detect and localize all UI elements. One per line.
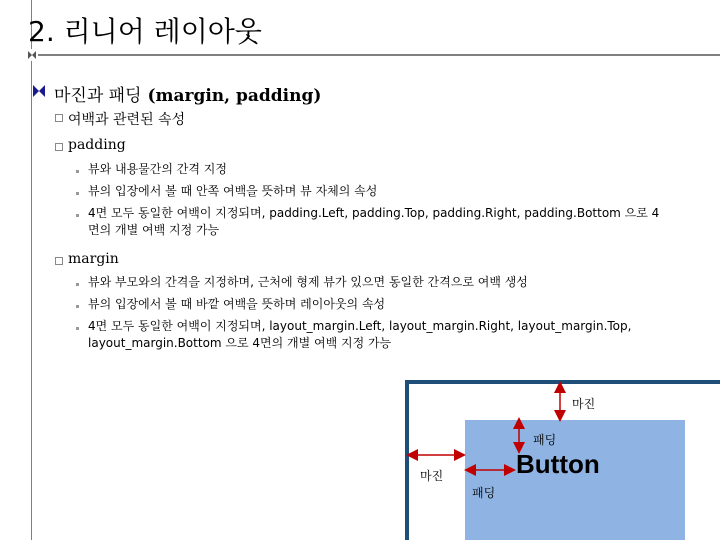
heading-english: (margin, padding) xyxy=(147,86,322,106)
padding-left-label: 패딩 xyxy=(472,486,496,500)
padding-label: padding xyxy=(68,137,126,153)
button-label: Button xyxy=(516,449,600,479)
margin-line-4: layout_margin.Bottom 으로 4면의 개별 여백 지정 가능 xyxy=(88,336,392,350)
padding-line-4: 면의 개별 여백 지정 가능 xyxy=(88,223,220,237)
margin-top-label: 마진 xyxy=(572,397,596,411)
padding-line-2: 뷰의 입장에서 볼 때 안쪽 여백을 뜻하며 뷰 자체의 속성 xyxy=(88,184,378,198)
margin-label: margin xyxy=(68,251,119,267)
slide-title: 2. 리니어 레이아웃 xyxy=(28,15,262,48)
padding-line-3: 4면 모두 동일한 여백이 지정되며, padding.Left, padding.Top, padding.Right, padding.Bottom 으로 4 xyxy=(88,206,660,220)
heading-korean: 마진과 패딩 xyxy=(54,86,142,106)
spacing-item: 여백과 관련된 속성 xyxy=(68,112,186,128)
margin-line-2: 뷰의 입장에서 볼 때 바깥 여백을 뜻하며 레이아웃의 속성 xyxy=(88,297,386,311)
margin-left-label: 마진 xyxy=(420,469,444,483)
layout-border-line xyxy=(407,382,720,540)
padding-line-1: 뷰와 내용물간의 간격 지정 xyxy=(88,162,227,176)
margin-line-1: 뷰와 부모와의 간격을 지정하며, 근처에 형제 뷰가 있으면 동일한 간격으로 여백 생성 xyxy=(88,275,528,289)
margin-line-3: 4면 모두 동일한 여백이 지정되며, layout_margin.Left, layout_margin.Right, layout_margin.Top, xyxy=(88,319,632,333)
padding-top-label: 패딩 xyxy=(533,433,557,447)
